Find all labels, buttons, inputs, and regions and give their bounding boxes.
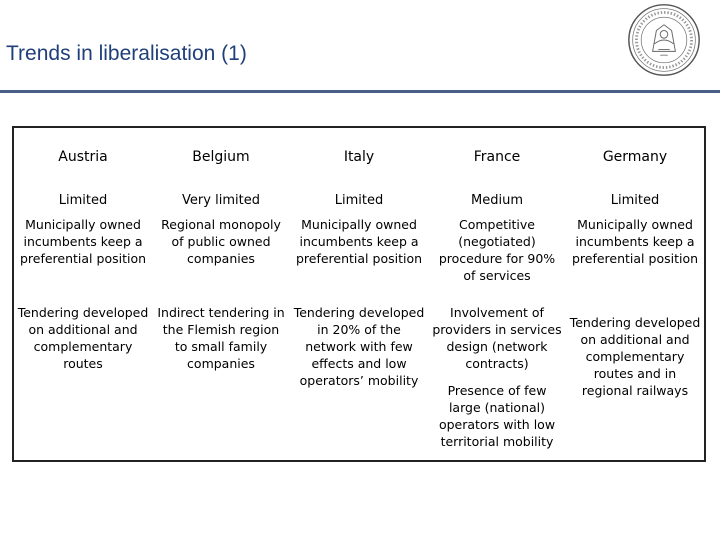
- table-row: [14, 300, 704, 450]
- table-cell: Medium: [471, 192, 523, 208]
- table-cell: Limited: [610, 192, 660, 208]
- table-cell: Regional monopoly of public owned companies: [161, 217, 281, 266]
- table-cell: Very limited: [182, 192, 260, 208]
- page-title: Trends in liberalisation (1): [6, 42, 247, 65]
- table-cell: Municipally owned incumbents keep a preferential position: [19, 217, 147, 266]
- header-germany: Germany: [602, 148, 668, 165]
- france-involvement-text: Involvement of providers in services design (network contracts): [432, 305, 562, 371]
- table-cell: Tendering developed on additional and complementary routes and in regional railways: [569, 315, 701, 398]
- table-cell: Competitive (negotiated) procedure for 90% of services: [438, 217, 556, 283]
- table-row: [14, 186, 704, 212]
- france-presence-text: Presence of few large (national) operators with low territorial mobility: [438, 383, 556, 449]
- table-cell: Limited: [58, 192, 108, 208]
- title-divider: [0, 90, 720, 93]
- table-cell: Tendering developed on additional and complementary routes: [17, 305, 149, 371]
- header-austria: Austria: [58, 148, 108, 165]
- table-cell: Limited: [334, 192, 384, 208]
- header-italy: Italy: [343, 148, 375, 165]
- header-france: France: [473, 148, 521, 165]
- table-cell: Tendering developed in 20% of the network with few effects and low operators’ mobility: [293, 305, 425, 388]
- table-row: [14, 212, 704, 300]
- comparison-table: [12, 126, 706, 462]
- table-cell: Municipally owned incumbents keep a preferential position: [295, 217, 423, 266]
- table-cell: Indirect tendering in the Flemish region to small family companies: [157, 305, 285, 371]
- table-cell-france: [428, 300, 566, 450]
- table-cell: Municipally owned incumbents keep a preferential position: [571, 217, 699, 266]
- header-belgium: Belgium: [192, 148, 250, 165]
- university-seal-icon: [626, 2, 702, 78]
